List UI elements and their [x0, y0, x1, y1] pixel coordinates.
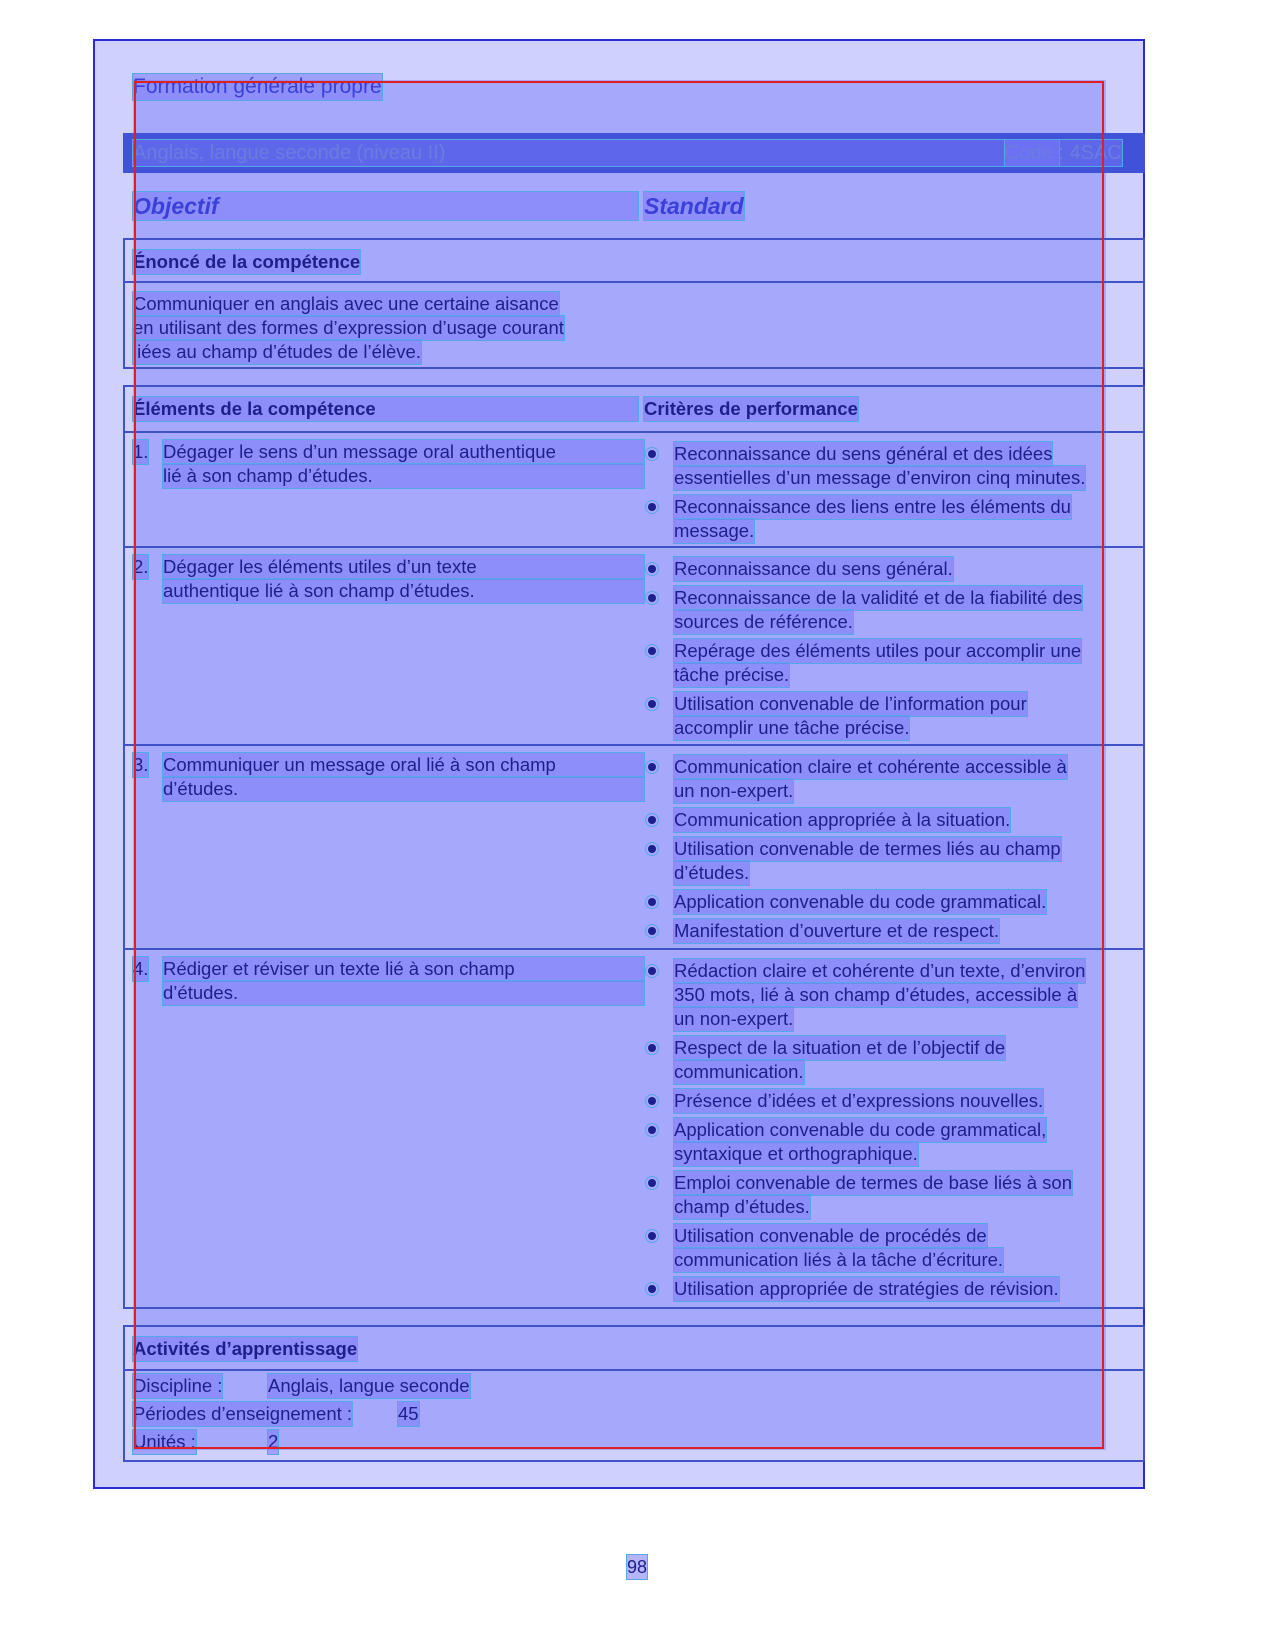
- bullet-icon: [648, 898, 656, 906]
- bullet-icon: [648, 927, 656, 935]
- element-number: 1.: [133, 441, 149, 462]
- page-number: 98: [627, 1557, 648, 1577]
- criterion-line: communication.: [674, 1061, 804, 1082]
- element-line: Dégager les éléments utiles d’un texte: [163, 555, 644, 579]
- element-line: lié à son champ d’études.: [163, 464, 644, 488]
- criterion-line: Rédaction claire et cohérente d’un texte, d’environ: [674, 960, 1086, 981]
- bullet-icon: [648, 647, 656, 655]
- criterion-line: Reconnaissance du sens général et des idées: [674, 443, 1053, 464]
- bullet-icon: [648, 845, 656, 853]
- criterion-line: communication liés à la tâche d’écriture.: [674, 1249, 1004, 1270]
- bullet-icon: [648, 700, 656, 708]
- divider: [123, 744, 1145, 746]
- criterion-line: Repérage des éléments utiles pour accomplir une: [674, 640, 1082, 661]
- element-line: authentique lié à son champ d’études.: [163, 579, 644, 603]
- standard-heading: Standard: [644, 193, 744, 219]
- unites-label: Unités :: [133, 1431, 196, 1452]
- bullet-icon: [648, 503, 656, 511]
- criterion-line: Utilisation convenable de l’information pour: [674, 693, 1027, 714]
- criterion-line: Respect de la situation et de l’objectif de: [674, 1037, 1006, 1058]
- criterion-line: Utilisation convenable de procédés de: [674, 1225, 987, 1246]
- criterion-line: Application convenable du code grammatical,: [674, 1119, 1047, 1140]
- bullet-icon: [648, 816, 656, 824]
- criterion-line: essentielles d’un message d’environ cinq minutes.: [674, 467, 1086, 488]
- course-code: Code : 4SAC: [1005, 142, 1122, 164]
- course-title: Anglais, langue seconde (niveau II): [133, 140, 1059, 166]
- enonce-line: en utilisant des formes d’expression d’usage courant: [133, 317, 564, 338]
- divider: [123, 948, 1145, 950]
- criterion-line: 350 mots, lié à son champ d’études, accessible à: [674, 984, 1078, 1005]
- criterion-line: message.: [674, 520, 755, 541]
- element-line: d’études.: [163, 777, 644, 801]
- bullet-icon: [648, 1044, 656, 1052]
- bullet-icon: [648, 1285, 656, 1293]
- criterion-line: syntaxique et orthographique.: [674, 1143, 918, 1164]
- bullet-icon: [648, 1179, 656, 1187]
- element-line: Rédiger et réviser un texte lié à son champ: [163, 957, 644, 981]
- bullet-icon: [648, 1126, 656, 1134]
- element-number: 3.: [133, 754, 149, 775]
- criterion-line: accomplir une tâche précise.: [674, 717, 910, 738]
- element-line: Communiquer un message oral lié à son champ: [163, 753, 644, 777]
- criterion-line: sources de référence.: [674, 611, 853, 632]
- criterion-line: champ d’études.: [674, 1196, 810, 1217]
- criterion-line: Communication claire et cohérente accessible à: [674, 756, 1067, 777]
- criterion-line: Application convenable du code grammatical.: [674, 891, 1047, 912]
- criterion-line: Reconnaissance de la validité et de la fiabilité des: [674, 587, 1083, 608]
- enonce-title: Énoncé de la compétence: [133, 251, 361, 272]
- criterion-line: Communication appropriée à la situation.: [674, 809, 1011, 830]
- criterion-line: d’études.: [674, 862, 750, 883]
- bullet-icon: [648, 450, 656, 458]
- unites-value: 2: [268, 1431, 279, 1452]
- bullet-icon: [648, 1232, 656, 1240]
- bullet-icon: [648, 1097, 656, 1105]
- element-number: 2.: [133, 556, 149, 577]
- divider: [123, 546, 1145, 548]
- criterion-line: Emploi convenable de termes de base liés à son: [674, 1172, 1072, 1193]
- activites-title: Activités d’apprentissage: [133, 1338, 358, 1359]
- periodes-value: 45: [398, 1403, 419, 1424]
- element-line: Dégager le sens d’un message oral authentique: [163, 440, 644, 464]
- bullet-icon: [648, 763, 656, 771]
- divider: [123, 281, 1145, 283]
- element-line: d’études.: [163, 981, 644, 1005]
- criterion-line: Utilisation convenable de termes liés au champ: [674, 838, 1061, 859]
- criteria-title: Critères de performance: [644, 398, 858, 419]
- criterion-line: un non-expert.: [674, 1008, 794, 1029]
- criterion-line: Reconnaissance des liens entre les éléments du: [674, 496, 1071, 517]
- periodes-label: Périodes d’enseignement :: [133, 1403, 353, 1424]
- divider: [123, 1369, 1145, 1371]
- criterion-line: tâche précise.: [674, 664, 790, 685]
- criterion-line: un non-expert.: [674, 780, 794, 801]
- enonce-line: liées au champ d’études de l’élève.: [133, 341, 421, 362]
- criterion-line: Présence d’idées et d’expressions nouvelles.: [674, 1090, 1044, 1111]
- discipline-value: Anglais, langue seconde: [268, 1375, 470, 1396]
- formation-label: Formation générale propre: [133, 75, 382, 98]
- objectif-heading: Objectif: [133, 192, 638, 220]
- discipline-label: Discipline :: [133, 1375, 223, 1396]
- criterion-line: Reconnaissance du sens général.: [674, 558, 953, 579]
- divider: [123, 431, 1145, 433]
- criterion-line: Utilisation appropriée de stratégies de révision.: [674, 1278, 1059, 1299]
- criterion-line: Manifestation d’ouverture et de respect.: [674, 920, 999, 941]
- course-bar: [123, 133, 1145, 173]
- elements-title: Éléments de la compétence: [133, 397, 638, 421]
- bullet-icon: [648, 967, 656, 975]
- bullet-icon: [648, 594, 656, 602]
- element-number: 4.: [133, 958, 149, 979]
- enonce-line: Communiquer en anglais avec une certaine aisance: [133, 293, 559, 314]
- bullet-icon: [648, 565, 656, 573]
